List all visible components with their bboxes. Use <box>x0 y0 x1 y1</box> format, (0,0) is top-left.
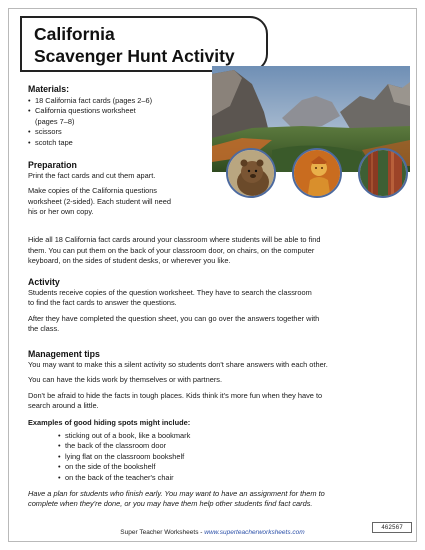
text-line: worksheet (2-sided). Each student will need <box>28 196 171 206</box>
text-line: Don't be afraid to hide the facts in tough places. Kids think it's more fun when they have to <box>28 390 323 400</box>
materials-item: • scissors <box>28 127 208 138</box>
list-item: • sticking out of a book, like a bookmark <box>58 431 400 442</box>
title-line-2: Scavenger Hunt Activity <box>34 46 235 66</box>
activity-heading: Activity <box>28 277 60 287</box>
activity-paragraph <box>28 314 400 335</box>
golden-figure-photo <box>292 148 342 198</box>
text-line: to find the fact cards to answer the questions. <box>28 298 177 308</box>
materials-heading: Materials: <box>28 84 70 94</box>
preparation-hide-paragraph <box>28 235 400 267</box>
text-line: Hide all 18 California fact cards around your classroom where students will be able to find <box>28 235 321 244</box>
text-line: Make copies of the California questions <box>28 186 157 196</box>
materials-item: • California questions worksheet <box>28 106 208 117</box>
preparation-paragraph: Print the fact cards and cut them apart. <box>28 170 156 180</box>
materials-item-continuation: (pages 7–8) <box>35 116 75 126</box>
materials-item: • 18 California fact cards (pages 2–6) <box>28 96 208 107</box>
footer-url-link[interactable]: www.superteacherworksheets.com <box>204 529 305 536</box>
text-line: Students receive copies of the question worksheet. They have to search the classroom <box>28 287 312 297</box>
text-line: Have a plan for students who finish early. You may want to have an assignment for them to <box>28 488 325 498</box>
management-paragraph: You can have the kids work by themselves or with partners. <box>28 375 223 385</box>
footer <box>0 529 425 536</box>
redwood-tree-photo <box>358 148 408 198</box>
management-heading: Management tips <box>28 349 100 359</box>
text-line: complete when they're done, or you may have them help other students find fact cards. <box>28 499 313 509</box>
text-line: keyboard, on the sides of student desks, or wherever you like. <box>28 256 231 266</box>
list-item: • on the back of the teacher's chair <box>58 473 400 484</box>
footer-brand: Super Teacher Worksheets - <box>120 529 205 536</box>
text-line: the class. <box>28 324 60 334</box>
worksheet-code: 462567 <box>372 522 412 533</box>
management-section <box>28 349 400 510</box>
list-item: • on the side of the bookshelf <box>58 462 400 473</box>
materials-section <box>28 84 208 149</box>
examples-heading: Examples of good hiding spots might include: <box>28 417 191 427</box>
preparation-section <box>28 160 218 218</box>
materials-item: • scotch tape <box>28 138 208 149</box>
text-line: After they have completed the question sheet, you can go over the answers together with <box>28 313 320 323</box>
text-line: them. You can put them on the back of your classroom door, on chairs, on the computer <box>28 245 315 255</box>
management-paragraph <box>28 391 400 412</box>
activity-section <box>28 277 400 335</box>
closing-paragraph <box>28 489 400 510</box>
activity-paragraph <box>28 288 400 309</box>
examples-list <box>58 431 400 484</box>
title-box <box>20 16 268 72</box>
preparation-heading: Preparation <box>28 160 77 170</box>
management-paragraph: You may want to make this a silent activity so students don't share answers with each other. <box>28 359 328 369</box>
list-item: • the back of the classroom door <box>58 441 400 452</box>
preparation-paragraph <box>28 186 218 218</box>
text-line: his or her own copy. <box>28 207 94 217</box>
title-line-1: California <box>34 24 115 44</box>
text-line: search around a little. <box>28 401 99 411</box>
grizzly-bear-photo <box>226 148 276 198</box>
list-item: • lying flat on the classroom bookshelf <box>58 452 400 463</box>
